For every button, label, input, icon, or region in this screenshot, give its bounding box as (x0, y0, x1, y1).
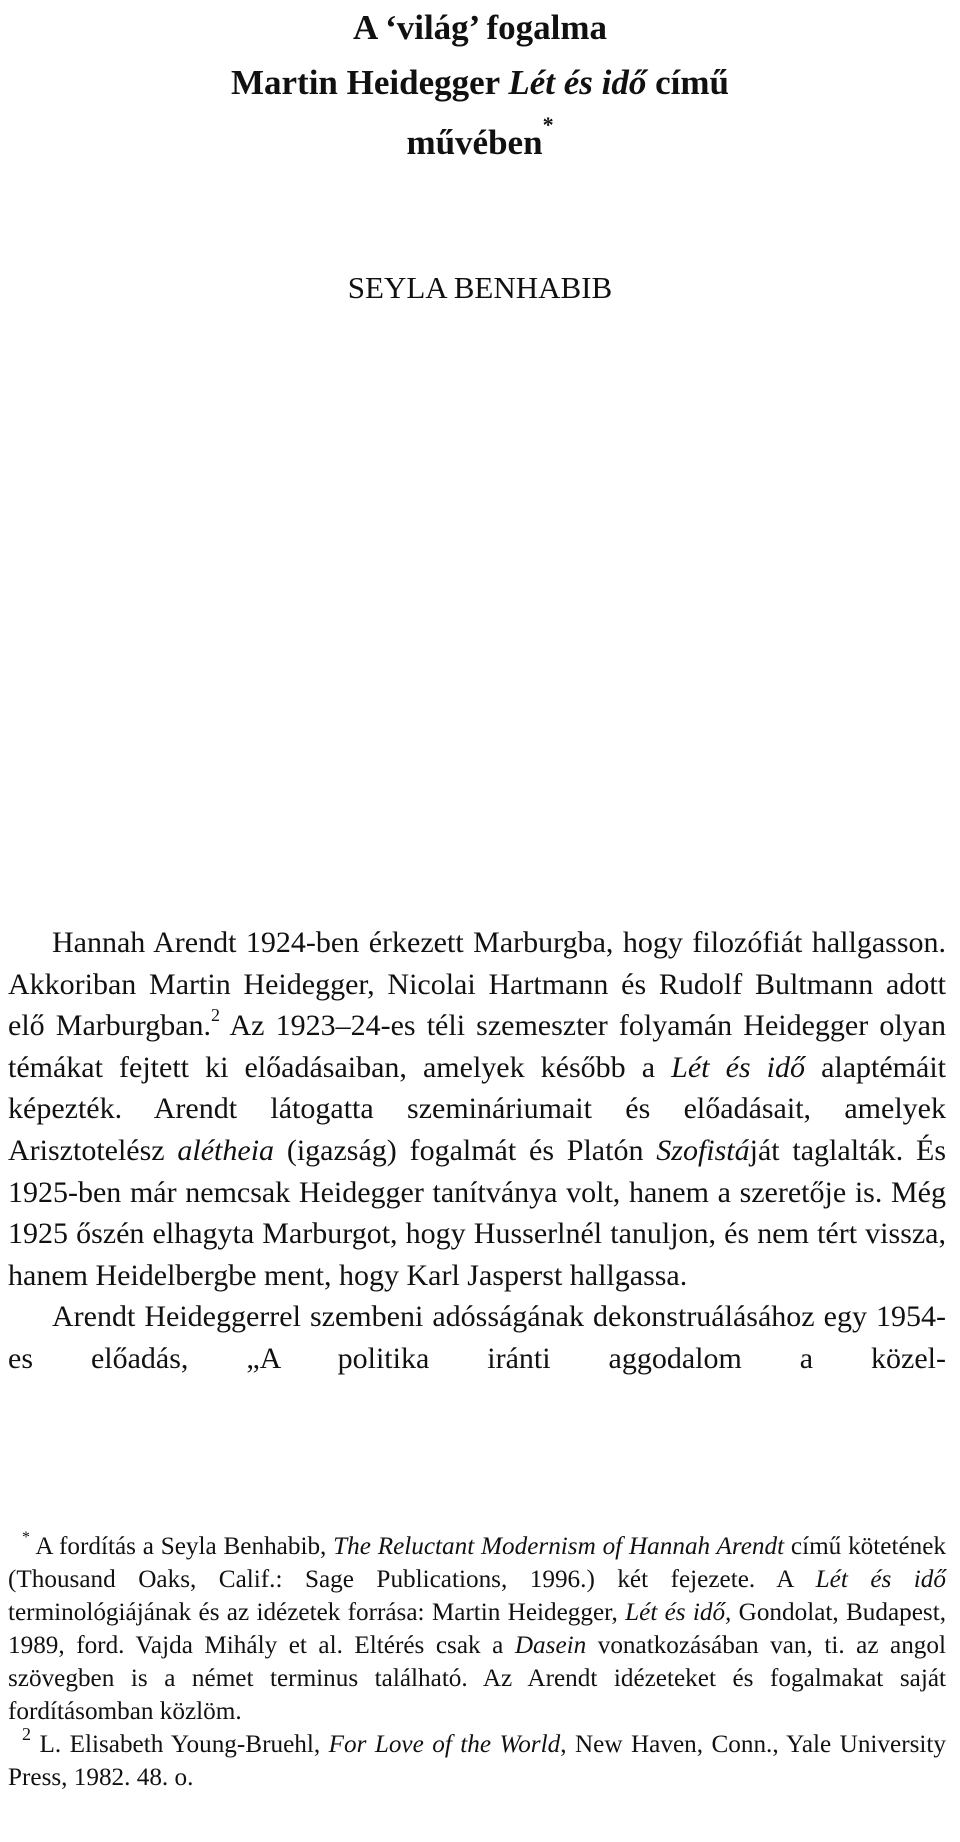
footnotes (8, 1530, 946, 1794)
paragraph-2: Arendt Heideggerrel szembeni adósságának dekonstruálásához egy 1954-es előadás, „A politika iránti aggodalom a közel- (8, 1300, 946, 1375)
italic-span: alétheia (177, 1133, 275, 1167)
footnote-mark: 2 (22, 1724, 31, 1744)
text-span: Az 1923–24-es téli szemeszter folyamán Heidegger olyan témákat fejtett ki előadásaiban, amelyek később a (8, 1009, 946, 1084)
italic-span: Lét és idő, (625, 1599, 732, 1626)
footnote-1 (8, 1530, 946, 1728)
paragraph-1 (8, 922, 946, 1296)
text-span: , New Haven, Conn., Yale University Press, 1982. 48. o. (8, 1731, 946, 1791)
italic-span: For Love of the World (328, 1731, 561, 1758)
text-span: A fordítás a Seyla Benhabib, (30, 1533, 334, 1560)
italic-span: Lét és idő (815, 1566, 946, 1593)
italic-span: Lét és idő (671, 1050, 805, 1084)
text-span: Hannah Arendt 1924-ben érkezett Marburgba, hogy filozófiát hallgasson. Akkoriban Martin Heidegger, Nicolai Hartmann és Rudolf Bultmann adott elő Marburgban. (8, 926, 946, 1043)
text-span: című kötetének (Thousand Oaks, Calif.: Sage Publications, 1996.) két fejezete. A (8, 1533, 946, 1593)
title-italic: Lét és idő (508, 63, 647, 102)
text-span: terminológiájának és az idézetek forrása: Martin Heidegger, (8, 1599, 626, 1626)
italic-span: The Reluctant Modernism of Hannah Arendt (333, 1533, 785, 1560)
title-text: A ‘világ’ fogalma (352, 8, 608, 47)
title-text: című (646, 63, 729, 102)
footnote-reference: 2 (211, 1005, 221, 1026)
title-text: Martin Heidegger (230, 63, 509, 102)
text-span: vonatkozásában van, ti. az angol szövegben is a német terminus található. Az Arendt idézeteket és fogalmakat saját fordításomban közlöm. (8, 1632, 946, 1725)
text-span: L. Elisabeth Young-Bruehl, (31, 1731, 329, 1758)
italic-span: Dasein (514, 1632, 587, 1659)
title-line-2 (0, 53, 960, 113)
footnote-mark: * (542, 112, 554, 137)
title-line-1 (0, 0, 960, 58)
author-name: SEYLA BENHABIB (347, 270, 613, 305)
text-span: (igazság) fogalmát és Platón (274, 1133, 657, 1167)
text-span: alaptémáit képezték. Arendt látogatta szemináriumait és előadásait, amelyek Arisztotelész (8, 1050, 947, 1167)
body-text (8, 922, 946, 1380)
text-span: ját taglalták. És 1925-ben már nemcsak Heidegger tanítványa volt, hanem a szeretője is. Még 1925 őszén elhagyta Marburgot, hogy Husserlnél tanuljon, és nem tért vissza, hanem Heidelbergbe ment, hogy Karl Jasperst hallgassa. (8, 1133, 946, 1292)
footnote-mark: * (22, 1529, 30, 1546)
footnote-2 (8, 1724, 946, 1794)
text-span: Gondolat, Budapest, 1989, ford. Vajda Mihály et al. Eltérés csak a (8, 1599, 947, 1659)
italic-span: Szofistá (656, 1133, 750, 1167)
title-text: művében (406, 123, 543, 162)
title-line-3 (0, 113, 960, 173)
